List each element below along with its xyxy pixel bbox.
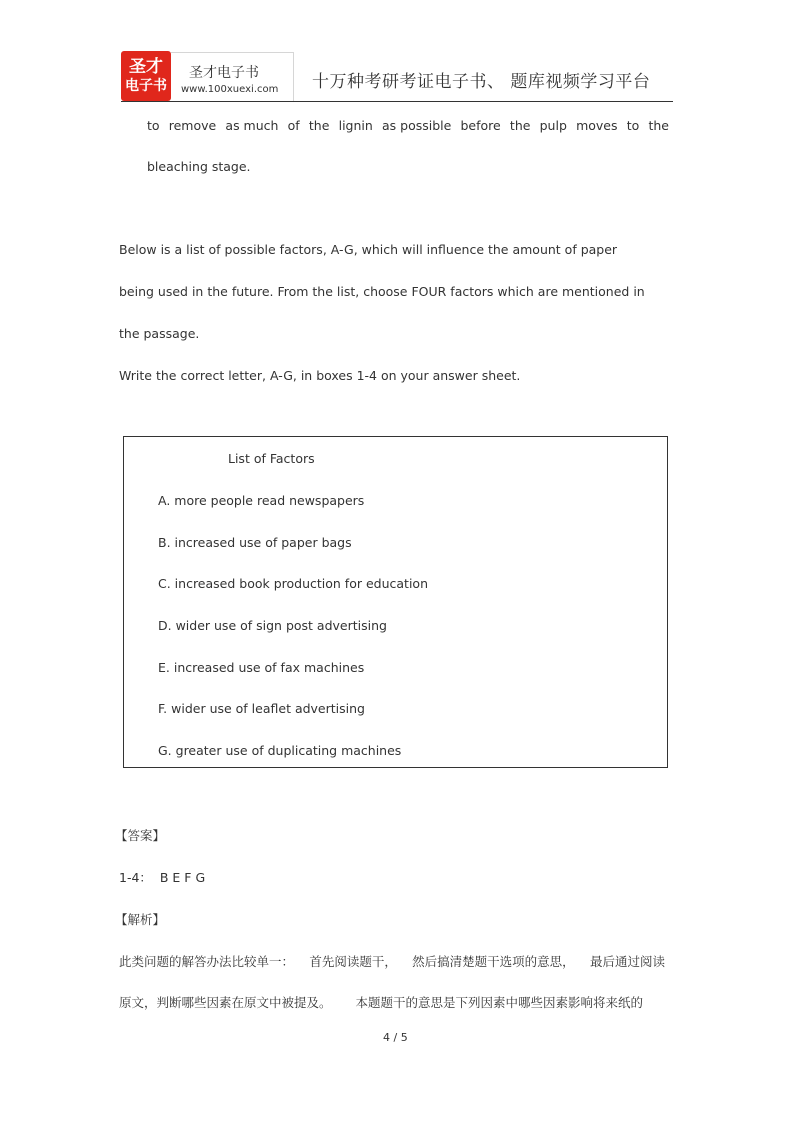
instructions-line-4: Write the correct letter, A-G, in boxes 1-4 on your answer sheet. — [119, 368, 521, 383]
passage-word: lignin — [338, 118, 373, 133]
analysis-phrase: 此类问题的解答办法比较单一： — [119, 954, 295, 969]
factor-item: C. increased book production for education — [158, 576, 428, 591]
instructions-line-2: being used in the future. From the list, choose FOUR factors which are mentioned in — [119, 284, 645, 299]
analysis-phrase: 然后搞清楚题干选项的意思， — [412, 954, 575, 969]
answer-heading: 【答案】 — [115, 828, 166, 843]
factors-box — [123, 436, 668, 768]
analysis-line-1 — [119, 952, 665, 970]
analysis-phrase: 本题题干的意思是下列因素中哪些因素影响将来纸的 — [355, 995, 644, 1010]
analysis-phrase: 首先阅读题干， — [309, 954, 397, 969]
factor-item: F. wider use of leaflet advertising — [158, 701, 365, 716]
passage-word: the — [308, 118, 330, 133]
passage-word: of — [287, 118, 300, 133]
factor-item: E. increased use of fax machines — [158, 660, 365, 675]
answer-text: 1-4： B E F G — [119, 870, 206, 885]
instructions-line-1: Below is a list of possible factors, A-G, which will influence the amount of paper — [119, 242, 618, 257]
passage-word: to — [147, 118, 160, 133]
passage-word: as much — [225, 118, 279, 133]
passage-word: the — [509, 118, 531, 133]
passage-line-2: bleaching stage. — [147, 159, 251, 174]
factor-item: B. increased use of paper bags — [158, 535, 352, 550]
publisher-logo — [121, 51, 171, 101]
passage-word: to — [626, 118, 640, 133]
analysis-phrase: 最后通过阅读 — [589, 954, 665, 969]
factor-item: D. wider use of sign post advertising — [158, 618, 387, 633]
logo-line1: 圣才 — [129, 57, 163, 77]
analysis-line-2 — [119, 993, 643, 1011]
factor-item: G. greater use of duplicating machines — [158, 743, 402, 758]
analysis-phrase: 原文，判断哪些因素在原文中被提及。 — [119, 995, 332, 1010]
analysis-heading: 【解析】 — [115, 912, 166, 927]
brand-name: 圣才电子书 — [189, 65, 259, 81]
passage-word: the — [648, 118, 669, 133]
factor-item: A. more people read newspapers — [158, 493, 365, 508]
passage-word: moves — [576, 118, 618, 133]
passage-word: pulp — [539, 118, 567, 133]
logo-line2: 电子书 — [125, 78, 167, 94]
brand-url: www.100xuexi.com — [181, 84, 279, 95]
passage-line-1 — [147, 118, 669, 133]
passage-word: remove — [168, 118, 217, 133]
factors-title: List of Factors — [228, 451, 315, 466]
header-divider — [121, 101, 673, 102]
header-slogan: 十万种考研考证电子书、 题库视频学习平台 — [312, 72, 651, 92]
passage-word: as possible — [381, 118, 452, 133]
page-number: 4 / 5 — [383, 1031, 408, 1044]
instructions-line-3: the passage. — [119, 326, 200, 341]
passage-word: before — [460, 118, 501, 133]
